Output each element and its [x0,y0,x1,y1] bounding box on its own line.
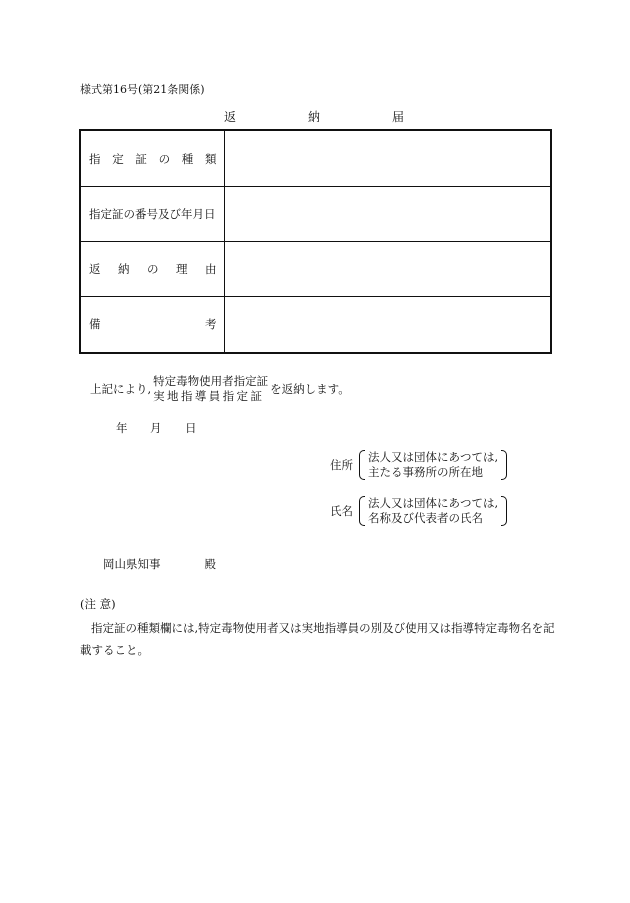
label-char: の [158,151,171,166]
form-title [224,108,404,125]
label-char: の [147,261,159,276]
label-char: 証 [135,151,147,166]
label-char: 備 [89,317,101,332]
label-char: 定 [112,151,124,166]
date-month: 月 [150,421,162,435]
option-instructor-certificate: 実地指導員指定証 [153,389,265,403]
address-note-line: 主たる事務所の所在地 [368,465,483,479]
label-char: 指 [89,151,101,166]
label-char: 返 [89,261,101,276]
title-char: 返 [224,110,237,124]
name-note-line: 名称及び代表者の氏名 [368,511,483,525]
label-char: 納 [118,261,130,276]
bracket-right [501,450,507,480]
note-body: 指定証の種類欄には,特定毒物使用者又は実地指導員の別及び使用又は指導特定毒物名を記載すること。 [80,621,555,657]
name-note [359,496,507,526]
bracket-right [501,496,507,526]
label-char: 理 [176,261,188,276]
addressee-honorific: 殿 [204,557,216,571]
name-note-line: 法人又は団体にあつては, [368,496,499,510]
address-note-line: 法人又は団体にあつては, [368,450,499,464]
name-label: 氏名 [330,504,353,518]
return-statement [90,373,350,405]
return-reason-field[interactable] [224,241,551,296]
table-row [80,241,551,296]
label-char: 類 [204,151,217,166]
option-user-certificate: 特定毒物使用者指定証 [153,374,269,388]
addressee [103,556,216,572]
row-label-certificate-type [80,130,224,187]
form-number: 様式第16号(第21条関係) [80,83,205,96]
label-char: 種 [181,151,194,166]
title-char: 届 [391,110,404,124]
title-char: 納 [307,110,320,124]
table-row [80,130,551,187]
name-block [330,496,507,526]
label-char: 考 [205,317,217,332]
date-line [116,420,197,436]
table-row [80,187,551,242]
date-year: 年 [116,421,128,435]
statement-suffix: を返納します。 [270,382,350,396]
row-label-return-reason [80,241,224,296]
statement-prefix: 上記により, [90,382,152,396]
addressee-name: 岡山県知事 [103,557,161,571]
row-label-remarks [80,296,224,353]
address-label: 住所 [330,458,353,472]
label-char: 由 [205,261,217,276]
row-label-certificate-number-date: 指定証の番号及び年月日 [80,187,224,242]
address-block [330,450,507,480]
table-row [80,296,551,353]
date-day: 日 [185,421,197,435]
address-note [359,450,507,480]
certificate-type-field[interactable] [224,130,551,187]
remarks-field[interactable] [224,296,551,353]
certificate-options [153,374,268,404]
return-form-table [79,129,552,354]
certificate-number-date-field[interactable] [224,187,551,242]
note-heading: (注 意) [80,597,116,611]
